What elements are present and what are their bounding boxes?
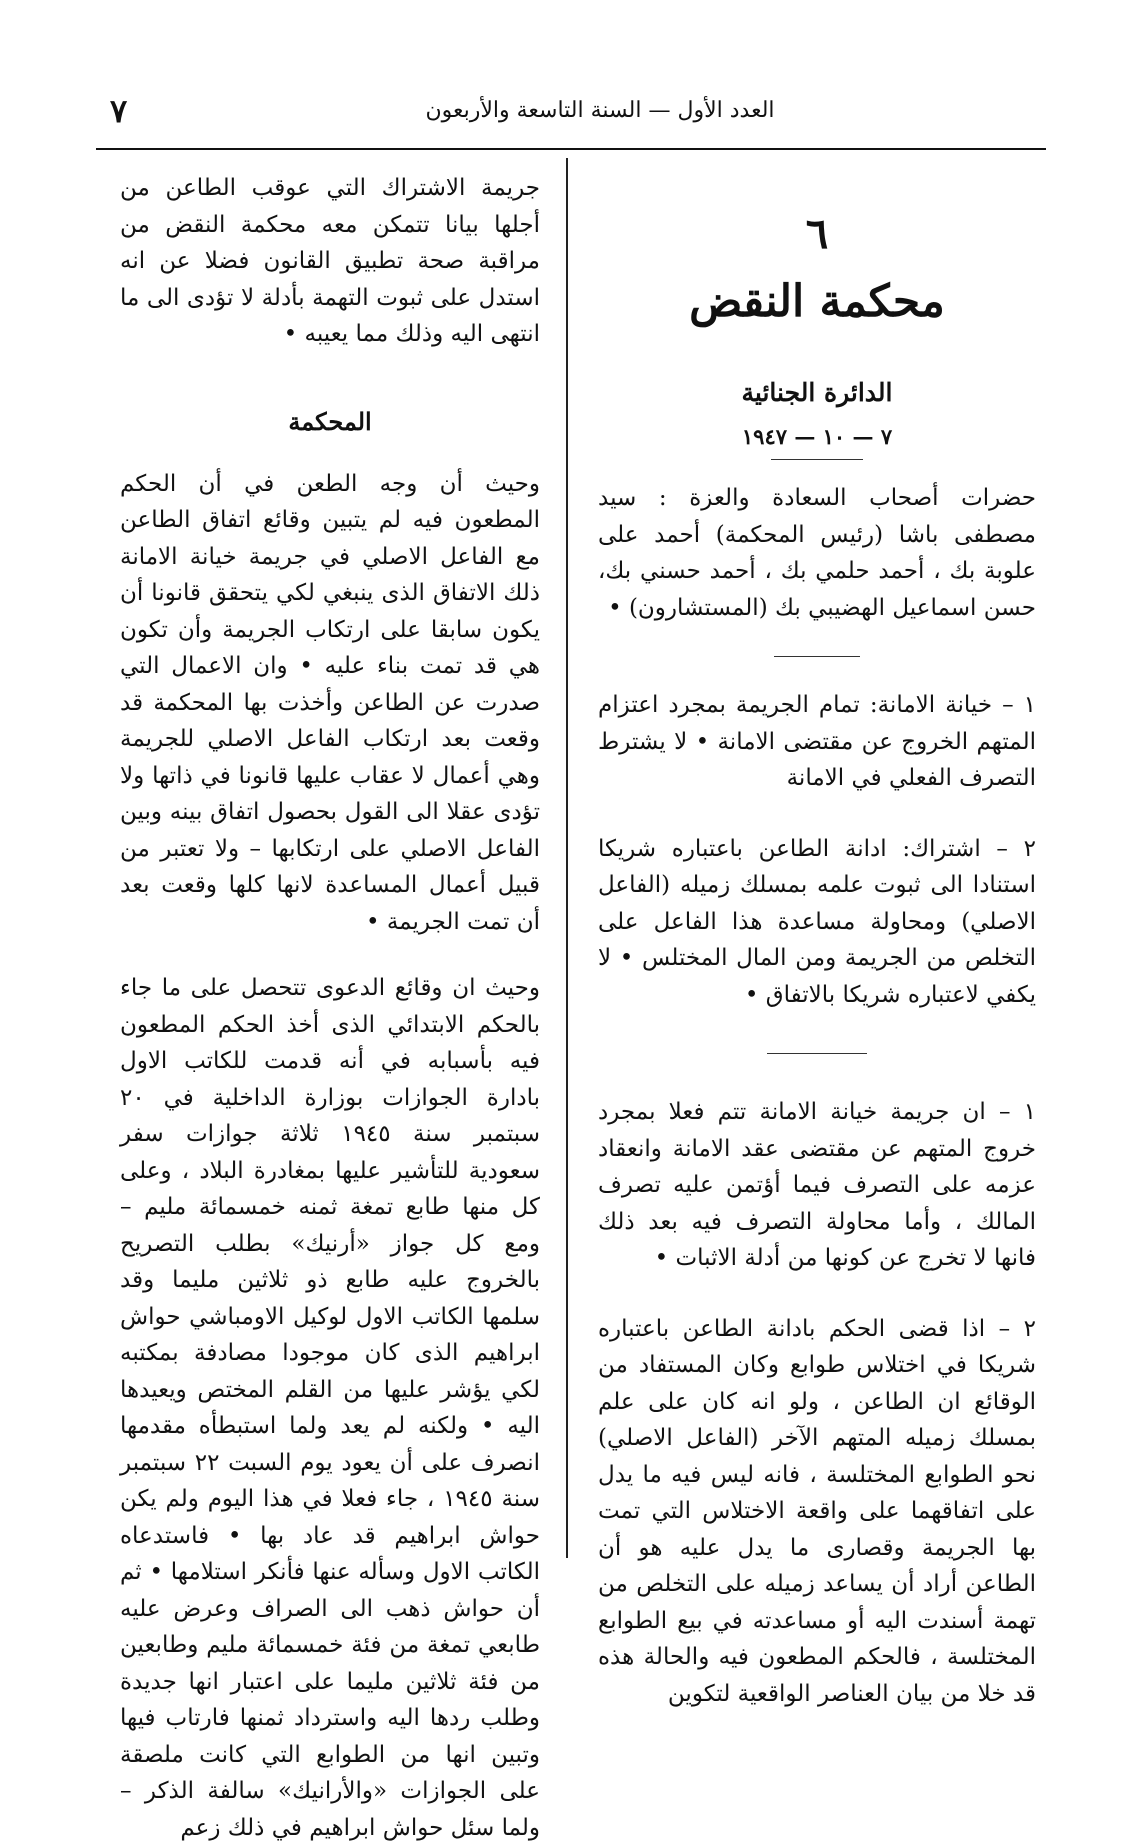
summary-point-2: ٢ – اشتراك: ادانة الطاعن باعتباره شريكا استنادا الى ثبوت علمه بمسلك زميله (الفاعل الاصلي) ومحاولة مساعدة هذا الفاعل على التخلص من الجريمة ومن المال المختلس • لا يكفي لاعتباره شريكا بالاتفاق • (598, 835, 1036, 1008)
running-head: العدد الأول — السنة التاسعة والأربعون (425, 98, 775, 123)
summary-rule (767, 1053, 867, 1054)
column-divider (566, 158, 568, 1558)
left-column (120, 170, 540, 1846)
case-number: ٦ (805, 209, 829, 258)
principle-1: ١ – ان جريمة خيانة الامانة تتم فعلا بمجرد خروج المتهم عن مقتضى عقد الامانة وانعقاد عزمه على التصرف فيما أؤتمن عليه تصرف المالك ، وأما محاولة التصرف فيه بعد ذلك فانها لا تخرج عن كونها من أدلة الاثبات • (598, 1099, 1036, 1271)
session-date: ٧ — ١٠ — ١٩٤٧ (741, 424, 893, 449)
principle-2: ٢ – اذا قضى الحكم بادانة الطاعن باعتباره شريكا في اختلاس طوابع وكان المستفاد من الوقائع ان الطاعن ، ولو انه كان على علم بمسلك زميله المتهم الآخر (الفاعل الاصلي) نحو الطوابع المختلسة ، فانه ليس فيه ما يدل على اتفاقهما على واقعة الاختلاس التي تمت بها الجريمة وقصارى ما يدل عليه هو أن الطاعن أراد أن يساعد زميله على التخلص من تهمة أسندت اليه أو مساعدته في بيع الطوابع المختلسة ، فالحكم المطعون فيه والحالة هذه قد خلا من بيان العناصر الواقعية لتكوين (598, 1315, 1036, 1707)
circuit-title: الدائرة الجنائية (741, 378, 893, 407)
summary-point-1: ١ – خيانة الامانة: تمام الجريمة بمجرد اعتزام المتهم الخروج عن مقتضى الامانة • لا يشترط التصرف الفعلي في الامانة (598, 692, 1036, 791)
intro-paragraph: جريمة الاشتراك التي عوقب الطاعن من أجلها بيانا تتمكن معه محكمة النقض من مراقبة صحة تطبيق القانون فضلا عن انه استدل على ثبوت التهمة بأدلة لا تؤدى الى ما انتهى اليه وذلك مما يعيبه • (120, 175, 540, 347)
right-column (598, 210, 1036, 1712)
date-rule (771, 459, 863, 460)
court-name: محكمة النقض (689, 276, 945, 327)
page-number: ٧ (110, 92, 128, 130)
header-rule (96, 148, 1046, 150)
body-paragraph-1: وحيث أن وجه الطعن في أن الحكم المطعون فيه لم يتبين وقائع اتفاق الطاعن مع الفاعل الاصلي في جريمة خيانة الامانة ذلك الاتفاق الذى ينبغي لكي يتحقق قانونا أن يكون سابقا على ارتكاب الجريمة وأن تكون هي قد تمت بناء عليه • وان الاعمال التي صدرت عن الطاعن وأخذت بها المحكمة قد وقعت بعد ارتكاب الفاعل الاصلي للجريمة وهي أعمال لا عقاب عليها قانونا في ذاتها ولا تؤدى عقلا الى القول بحصول اتفاق بينه وبين الفاعل الاصلي على ارتكابها – ولا تعتبر من قبيل أعمال المساعدة لانها كلها وقعت بعد أن تمت الجريمة • (120, 470, 540, 935)
section-title: المحكمة (288, 406, 372, 436)
judges-rule (774, 656, 860, 657)
judges-panel: حضرات أصحاب السعادة والعزة : سيد مصطفى باشا (رئيس المحكمة) أحمد على علوبة بك ، أحمد حلمي بك ، أحمد حسني بك، حسن اسماعيل الهضيبي بك (المستشارون) • (598, 485, 1036, 621)
body-paragraph-2: وحيث ان وقائع الدعوى تتحصل على ما جاء بالحكم الابتدائي الذى أخذ الحكم المطعون فيه بأسبابه في أنه قدمت للكاتب الاول بادارة الجوازات بوزارة الداخلية في ٢٠ سبتمبر سنة ١٩٤٥ ثلاثة جوازات سفر سعودية للتأشير عليها بمغادرة البلاد ، وعلى كل منها طابع تمغة ثمنه خمسمائة مليم – ومع كل جواز «أرنيك» بطلب التصريح بالخروج عليه طابع ذو ثلاثين مليما وقد سلمها الكاتب الاول لوكيل الاومباشي حواش ابراهيم الذى كان موجودا مصادفة بمكتبه لكي يؤشر عليها من القلم المختص ويعيدها اليه • ولكنه لم يعد ولما استبطأه مقدمها انصرف على أن يعود يوم السبت ٢٢ سبتمبر سنة ١٩٤٥ ، جاء فعلا في هذا اليوم ولم يكن حواش ابراهيم قد عاد بها • فاستدعاه الكاتب الاول وسأله عنها فأنكر استلامها • ثم أن حواش ذهب الى الصراف وعرض عليه طابعي تمغة من فئة خمسمائة مليم وطابعين من فئة ثلاثين مليما على اعتبار انها جديدة وطلب ردها اليه واسترداد ثمنها فارتاب فيها وتبين انها من الطوابع التي كانت ملصقة على الجوازات «والأرانيك» سالفة الذكر – ولما سئل حواش ابراهيم في ذلك زعم (120, 975, 541, 1841)
